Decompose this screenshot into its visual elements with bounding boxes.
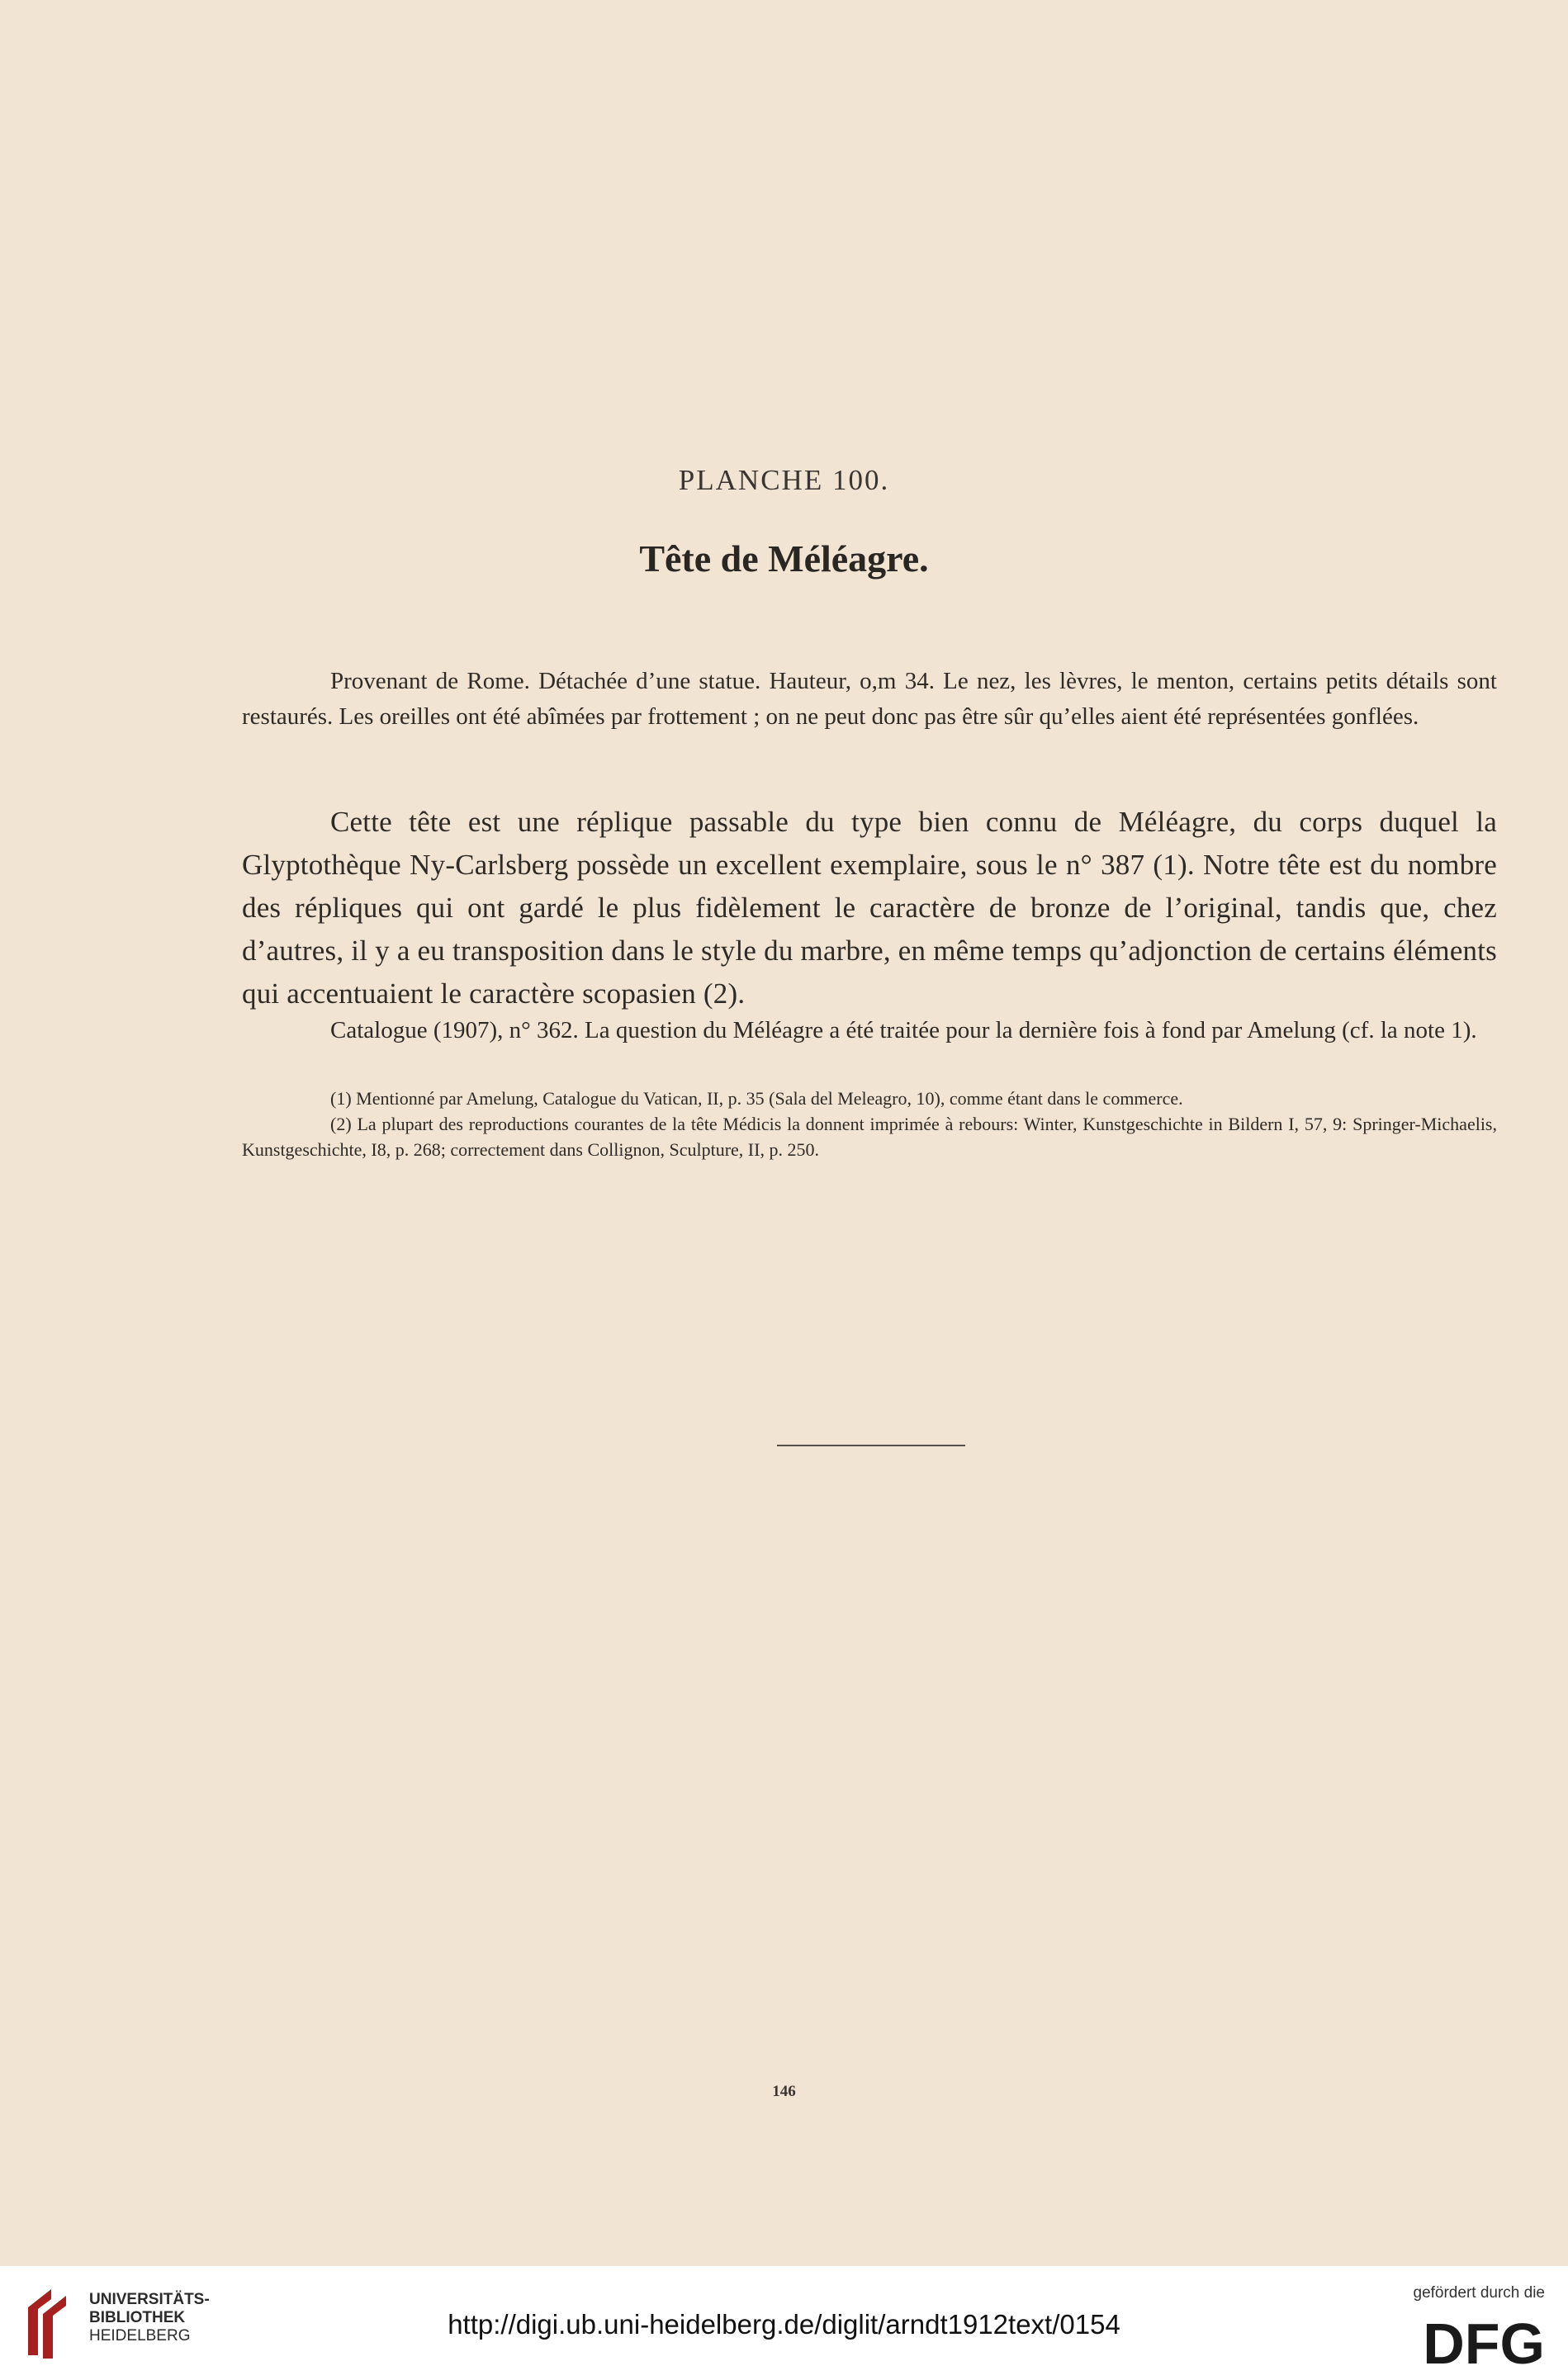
footnotes — [242, 1086, 1497, 1162]
separator-rule — [777, 1445, 965, 1446]
library-name-line-1: UNIVERSITÄTS- — [89, 2291, 210, 2308]
plate-heading: PLANCHE 100. — [678, 464, 890, 496]
catalogue-paragraph: Catalogue (1907), n° 362. La question du Méléagre a été traitée pour la dernière fois à fond par Amelung (cf. la note 1). — [330, 1017, 1477, 1043]
library-name-line-3: HEIDELBERG — [89, 2327, 191, 2345]
page-title: Tête de Méléagre. — [639, 537, 929, 580]
body-paragraph: Cette tête est une réplique passable du type bien connu de Méléagre, du corps duquel la Glyptothèque Ny-Carlsberg possède un excellent exemplaire, sous le n° 387 (1). Notre tête est du nombre des répliques qui ont gardé le plus fidèlement le caractère de bronze de l’original, tandis que, chez d’autres, il y a eu transposition dans le style du marbre, en même temps qu’adjonction de certains éléments qui accentuaient le caractère scopasien (2). — [242, 806, 1497, 1010]
dfg-logo-icon[interactable] — [1400, 2314, 1545, 2368]
footnote-1: (1) Mentionné par Amelung, Catalogue du Vatican, II, p. 35 (Sala del Meleagro, 10), comme étant dans le commerce. — [330, 1088, 1183, 1109]
footnote-2: (2) La plupart des reproductions courantes de la tête Médicis la donnent imprimée à rebours: Winter, Kunstgeschichte in Bildern I, 57, 9: Springer-Michaelis, Kunstgeschichte, I8, p. 268; correctement dans Collignon, Sculpture, II, p. 250. — [242, 1114, 1497, 1160]
viewer-footer — [0, 2266, 1568, 2380]
document-url-link[interactable]: http://digi.ub.uni-heidelberg.de/diglit/arndt1912text/0154 — [448, 2309, 1120, 2340]
intro-paragraph: Provenant de Rome. Détachée d’une statue. Hauteur, o,m 34. Le nez, les lèvres, le menton, certains petits détails sont restaurés. Les oreilles ont été abîmées par frottement ; on ne peut donc pas être sûr qu’elles aient été représentées gonflées. — [242, 668, 1497, 730]
page-number: 146 — [772, 2083, 796, 2100]
dfg-logo-text: DFG — [1423, 2314, 1545, 2368]
funding-caption: gefördert durch die — [1413, 2284, 1545, 2302]
library-name-line-2: BIBLIOTHEK — [89, 2309, 186, 2326]
